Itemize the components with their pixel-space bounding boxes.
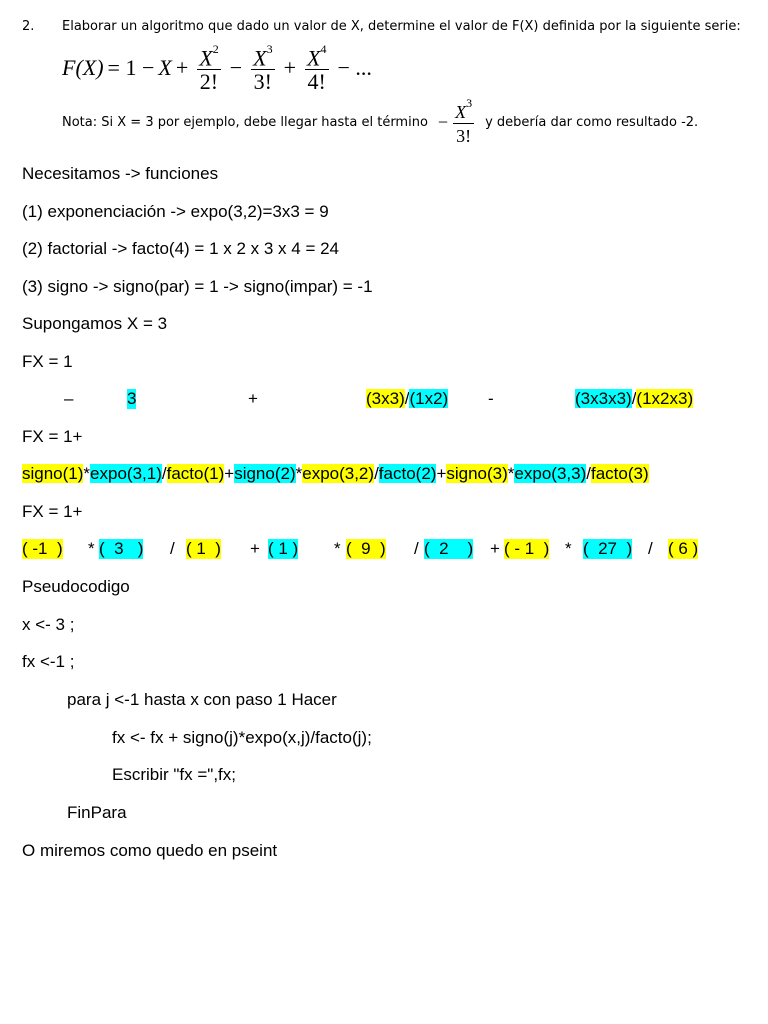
row1-term2-slash: /	[404, 389, 410, 408]
line-signo: (3) signo -> signo(par) = 1 -> signo(impar) = -1	[22, 277, 373, 296]
row3-mul1: *	[88, 539, 95, 558]
row1-term3	[575, 389, 693, 409]
term4-base: X	[306, 45, 321, 71]
formula-minus2: −	[229, 55, 243, 81]
row3-nine: ( 9 )	[346, 539, 386, 558]
formula-term-2	[196, 42, 221, 94]
note-minus: −	[437, 111, 449, 132]
formula-term-3	[250, 42, 275, 94]
row3-plus1: +	[250, 539, 260, 558]
row1-minus: –	[64, 389, 74, 408]
term3-exp: 3	[266, 42, 273, 56]
term4-den: 4!	[305, 69, 329, 94]
row2-facto1: facto(1)	[166, 464, 225, 483]
row1-minus2: -	[488, 389, 494, 408]
line-miremos: O miremos como quedo en pseint	[22, 841, 278, 860]
row3-plus2: +	[490, 539, 500, 558]
code-finpara: FinPara	[67, 803, 127, 822]
row2-mul3: *	[507, 464, 515, 483]
row2-facto3: facto(3)	[590, 464, 649, 483]
row3-mul3: *	[565, 539, 572, 558]
row2-plus2: +	[436, 464, 447, 483]
term3-den: 3!	[251, 69, 275, 94]
row2-div2: /	[374, 464, 379, 483]
term4-exp: 4	[320, 42, 327, 56]
row2-div1: /	[161, 464, 167, 483]
row1-term2	[366, 389, 448, 409]
code-escribir: Escribir "fx =",fx;	[112, 765, 237, 784]
line-fx-1-plus: FX = 1+	[22, 427, 83, 446]
row2-div3: /	[586, 464, 591, 483]
row3-one-b: ( 1 )	[268, 539, 299, 558]
row3-mul2: *	[334, 539, 341, 558]
task-number: 2.	[22, 19, 35, 34]
note-fraction	[452, 96, 475, 148]
code-fx-assign: fx <-1 ;	[22, 652, 75, 671]
note-exp: 3	[466, 96, 473, 110]
formula-term-4	[304, 42, 329, 94]
code-para-loop: para j <-1 hasta x con paso 1 Hacer	[67, 690, 337, 709]
row3-neg1: ( -1 )	[22, 539, 63, 558]
row3-div2: /	[414, 539, 419, 558]
row2-mul2: *	[295, 464, 303, 483]
row3-neg1-b: ( - 1 )	[504, 539, 550, 558]
formula-lhs: F(X)	[62, 55, 104, 81]
row3-div1: /	[170, 539, 175, 558]
line-pseudocodigo: Pseudocodigo	[22, 577, 130, 596]
note-after: y debería dar como resultado -2.	[485, 114, 699, 130]
code-x-assign: x <- 3 ;	[22, 615, 75, 634]
line-fx-1-plus-2: FX = 1+	[22, 502, 83, 521]
line-fx-1: FX = 1	[22, 352, 73, 371]
row3-twentyseven: ( 27 )	[583, 539, 633, 558]
row3-one: ( 1 )	[186, 539, 221, 558]
row1-plus: +	[248, 389, 258, 408]
row1-term2-num: (3x3)	[366, 389, 405, 408]
formula-plus1: +	[175, 55, 189, 81]
row2-signo1: signo(1)	[22, 464, 84, 483]
formula-plus3: +	[283, 55, 296, 81]
row2-mul1: *	[83, 464, 91, 483]
line-supongamos: Supongamos X = 3	[22, 314, 168, 333]
row2-plus1: +	[224, 464, 235, 483]
row1-term2-den: (1x2)	[409, 389, 449, 408]
row2-expo2: expo(3,2)	[302, 464, 375, 483]
row1-term3-den: (1x2x3)	[636, 389, 694, 408]
term2-den: 2!	[197, 69, 221, 94]
note-den: 3!	[453, 123, 474, 148]
line-factorial: (2) factorial -> facto(4) = 1 x 2 x 3 x 4 = 24	[22, 239, 340, 258]
formula-x1: X	[158, 55, 172, 81]
row2-signo3: signo(3)	[446, 464, 508, 483]
task-note	[62, 96, 698, 148]
row1-term3-slash: /	[631, 389, 637, 408]
line-necesitamos: Necesitamos -> funciones	[22, 164, 219, 183]
row2-expression	[22, 464, 649, 484]
task-statement: Elaborar un algoritmo que dado un valor de X, determine el valor de F(X) definida por la siguiente serie:	[62, 19, 741, 34]
term3-base: X	[253, 45, 267, 71]
row2-expo3: expo(3,3)	[514, 464, 587, 483]
series-formula	[62, 42, 376, 94]
line-exponenciacion: (1) exponenciación -> expo(3,2)=3x3 = 9	[22, 202, 329, 221]
row3-six: ( 6 )	[668, 539, 699, 558]
row1-term3-num: (3x3x3)	[575, 389, 632, 408]
term2-base: X	[199, 45, 213, 71]
row3-div3: /	[648, 539, 653, 558]
note-before: Nota: Si X = 3 por ejemplo, debe llegar hasta el término	[62, 114, 428, 130]
row3-two: ( 2 )	[424, 539, 474, 558]
row2-facto2: facto(2)	[378, 464, 437, 483]
code-fx-update: fx <- fx + signo(j)*expo(x,j)/facto(j);	[112, 728, 372, 747]
row2-expo1: expo(3,1)	[90, 464, 162, 483]
row3-three: ( 3 )	[99, 539, 144, 558]
formula-tail: − ...	[337, 55, 372, 81]
term2-exp: 2	[212, 42, 219, 56]
row1-three: 3	[127, 389, 137, 408]
row2-signo2: signo(2)	[234, 464, 296, 483]
formula-eq: = 1 −	[107, 55, 155, 81]
note-num: X	[455, 102, 467, 122]
